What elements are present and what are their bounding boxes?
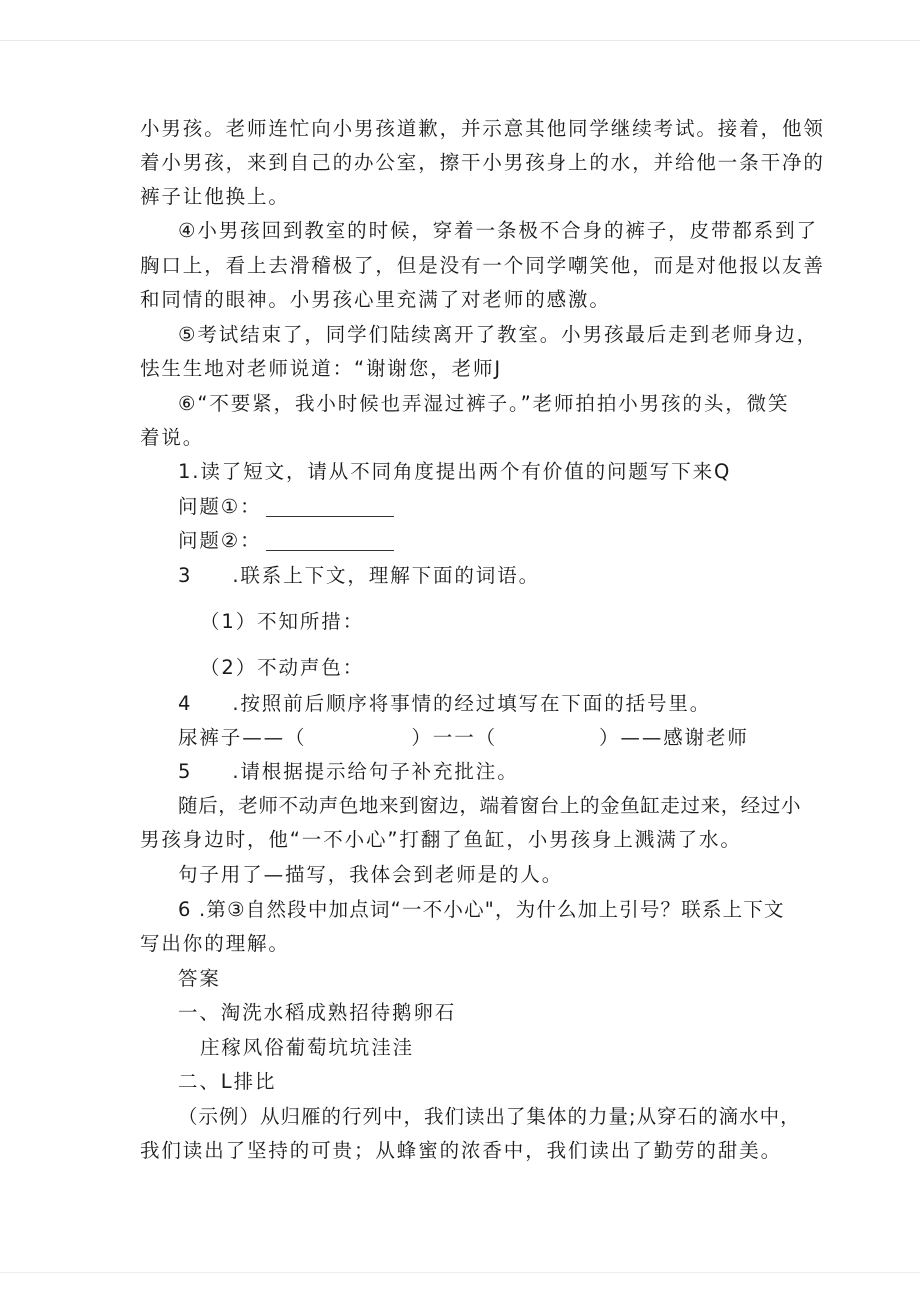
- question-4-sequence: [178, 723, 828, 753]
- question-5-quote-line-2: 男孩身边时，他“一不小心”打翻了鱼缸，小男孩身上溅满了水。: [140, 828, 742, 851]
- question-3-item-1: （1）不知所措：: [200, 610, 365, 633]
- question-4: [178, 689, 828, 719]
- page-bottom-divider: [0, 1272, 920, 1273]
- question-3-number: 3: [178, 564, 193, 587]
- paragraph-5-line-1: ⑤考试结束了，同学们陆续离开了教室。小男孩最后走到老师身边，: [178, 323, 818, 346]
- answers-heading: 答案: [178, 967, 221, 990]
- question-6-line-1: 6 .第③自然段中加点词“一不小心"，为什么加上引号？联系上下文: [178, 898, 785, 921]
- question-1-answer-1-label: 问题①：: [178, 495, 262, 518]
- paragraph-4-line-2: 胸口上，看上去滑稽极了，但是没有一个同学嘲笑他，而是对他报以友善: [140, 254, 825, 277]
- question-5: [178, 757, 828, 787]
- question-3: [178, 561, 828, 591]
- question-5-number: 5: [178, 760, 193, 783]
- paragraph-4-line-3: 和同情的眼神。小男孩心里充满了对老师的感激。: [140, 288, 611, 311]
- paragraph-3-line-3: 裤子让他换上。: [140, 185, 290, 208]
- question-1-answer-2: [178, 526, 828, 556]
- question-4-prompt: .按照前后顺序将事情的经过填写在下面的括号里。: [232, 692, 712, 715]
- question-5-prompt: .请根据提示给句子补充批注。: [232, 760, 519, 783]
- answer-blank-2[interactable]: [266, 530, 394, 551]
- question-3-item-2: （2）不动声色：: [200, 656, 365, 679]
- sequence-mid: ）一一（: [411, 726, 498, 749]
- question-5-quote-line-1: 随后，老师不动声色地来到窗边，端着窗台上的金鱼缸走过来，经过小: [178, 794, 802, 817]
- question-1-prompt: 1.读了短文，请从不同角度提出两个有价值的问题写下来Q: [178, 460, 732, 483]
- question-3-prompt: .联系上下文，理解下面的词语。: [232, 564, 541, 587]
- answers-part-1-line-1: 一、淘洗水稻成熟招待鹅卵石: [178, 1001, 457, 1024]
- paragraph-3-line-2: 着小男孩，来到自己的办公室，擦干小男孩身上的水，并给他一条干净的: [140, 151, 825, 174]
- paragraph-6-line-2: 着说。: [140, 426, 205, 449]
- paragraph-3-line-1: 小男孩。老师连忙向小男孩道歉，并示意其他同学继续考试。接着，他领: [140, 117, 825, 140]
- question-4-number: 4: [178, 692, 193, 715]
- paragraph-6-line-1: ⑥“不要紧，我小时候也弄湿过裤子。”老师拍拍小男孩的头，微笑: [178, 392, 790, 415]
- sequence-start: 尿裤子——（: [178, 726, 307, 749]
- question-5-annotation: 句子用了—描写，我体会到老师是的人。: [178, 863, 564, 886]
- sequence-end: ）——感谢老师: [599, 726, 749, 749]
- answers-example-line-2: 我们读出了坚持的可贵；从蜂蜜的浓香中，我们读出了勤劳的甜美。: [140, 1139, 783, 1162]
- paragraph-4-line-1: ④小男孩回到教室的时候，穿着一条极不合身的裤子，皮带都系到了: [178, 219, 818, 242]
- answers-part-2-heading: 二、L排比: [178, 1070, 277, 1093]
- question-1-answer-2-label: 问题②：: [178, 529, 262, 552]
- question-1-answer-1: [178, 492, 828, 522]
- answer-blank-1[interactable]: [266, 496, 394, 517]
- answers-example-line-1: （示例）从归雁的行列中，我们读出了集体的力量;从穿石的滴水中，: [178, 1105, 801, 1128]
- question-6-line-2: 写出你的理解。: [140, 932, 290, 955]
- paragraph-5-line-2: 怯生生地对老师说道：“谢谢您，老师J: [140, 357, 503, 380]
- answers-part-1-line-2: 庄稼风俗葡萄坑坑洼洼: [200, 1036, 415, 1059]
